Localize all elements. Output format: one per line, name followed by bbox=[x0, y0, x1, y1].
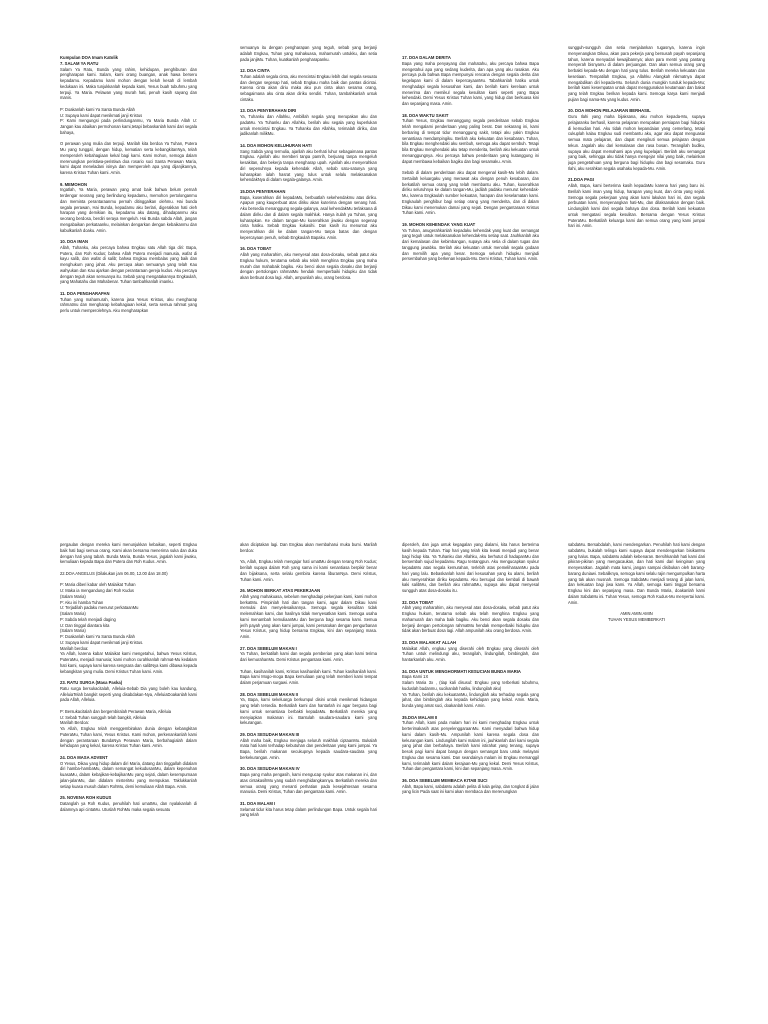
prayer-line: (Salam Maria) bbox=[60, 593, 86, 599]
prayer-paragraph: Bapa, kuserahkan diri kepadaMu, berbuatlah sekehendakmu atas diriku. Apapun yang kauperbuat atas diriku akan kuterima dengan senang hati. Aku bersedia menanggung segala-galanya, asal kehendakMu terlaksana di dalam diriku dan di dalam segala makhluk. Hanya itulah ya Tuhan, yang kuharapkan. Ke dalam tangan-Mu kuserahkan jiwaku dengan segenap cinta hatiku. Sebab Engkau kukasihi. Dan kasih itu menuntut aku menyerahkan diri ke dalam tangan-Mu tanpa batas dan dengan kepercayaan penuh, sebab Engkaulah Bapaku. Amin. bbox=[240, 194, 377, 240]
prayer-paragraph: Sebab di dalam penderitaan aku dapat mengenal kasih-Mu lebih dalam. Sertailah keluargaku yang merawat aku dengan penuh kesabaran, dan berkatilah semua orang yang telah membantu aku. Tuhan, kuserahkan diriku seluruhnya ke dalam tangan-Mu, jadilah padaku menurut kehendak-Mu, karena Engkaulah sumber kekuatan, harapan dan keselamatan kami. Engkaulah penghibur bagi setiap orang yang menderita, dan di dalam Dikau kami menemukan damai yang sejati. Dengan pengantaraan Kristus Tuhan kami. Amin. bbox=[402, 170, 539, 216]
prayer-paragraph: O perawan yang mulia dan terpuji. Marilah kita berdoa Ya Tuhan, Putera Mu yang tunggal, dengan hidup, kematian serta kebangkitanNya, telah memperoleh kebahagiaan kekal bagi kami. Kami mohon, semoga dalam merenungkan peristiwa-peristiwa doa rosario suci Santa Perawan Maria, kami dapat meneladani isinya dan memperoleh apa yang dijanjikannya, karena Kristus Tuhan kami. Amin. bbox=[60, 141, 197, 175]
prayer-heading: 34. DOA UNTUK MENGHORMATI KESUCIAN BUNDA MARIA bbox=[402, 668, 521, 674]
prayer-paragraph: Guru Ilahi yang maha bijaksana, aku mohon kepada-Mu, supaya pelajaranku berhasil, karena pelajaran merupakan persiapan bagi hidupku di kemudian hari. Aku tidak mohon kepandaian yang cemerlang, tetapi cukuplah kalau Engkau sudi membantu aku, agar aku dapat menguasai semua mata pelajaran, dan dapat mengikuti semua pelajaran dengan tekun. Jagalah aku dari kemalasan dan rasa bosan. Terangilah budiku, supaya aku dapat memahami apa yang kupelajari. Berilah aku semangat yang baik, sehingga aku tidak hanya mengejar nilai yang baik, melainkan juga pengetahuan yang berguna bagi hidupku dan bagi sesamaku. Guru Ilahi, aku serahkan segala usahaku kepada-Mu. Amin. bbox=[568, 114, 705, 171]
prayer-line: U: Maka ia mengandung dari Roh Kudus bbox=[60, 588, 134, 593]
prayer-line: P: Doakanlah kami Ya Santa Bunda Allah bbox=[60, 106, 135, 112]
prayer-paragraph: Ya, Allah, Engkau telah mengajar hati umatMu dengan terang Roh Kudus; berilah supaya dalam Roh yang sama ini kami senantiasa berpikir benar dan bijaksana, serta selalu gembira karena liburanNya. Demi Kristus, Tuhan kami. Amin. bbox=[240, 559, 377, 582]
top-column-3 bbox=[402, 55, 539, 515]
prayer-paragraph: Allah yang maharahim, aku menyesal atas dosa-dosaku, sebab patut aku Engkau hukum, terutama sebab aku telah menghina Engkau yang mahamurah dan maha baik bagiku. Aku benci akan segala dosaku dan berjanji dengan pertolongan rahmatMu hendak memperbaiki hidupku dan tidak akan berbuat dosa lagi. Allah ampunilah aku orang berdosa. Amin. bbox=[402, 605, 539, 634]
prayer-heading: 21.DOA PAGI bbox=[568, 177, 595, 183]
prayer-paragraph: Allah, Bapa, kami berterima kasih kepadaMu karena hari yang baru ini. Berilah kami iman yang hidup, harapan yang kuat, dan cinta yang sejati. Semoga segala pekerjaan yang akan kami lakukan hari ini, dan segala perbuatan kami, menyenangkan hati-Mu, dan dilaksanakan dengan baik. Lindungilah kami dari segala bahaya dan dosa. Berilah kami kekuatan untuk mengatasi segala kesulitan. Bersama dengan Yesus Kristus PuteraMu. Berkatilah keluarga kami dan semua orang yang kami jumpai hari ini. Amin. bbox=[568, 183, 705, 229]
top-column-4 bbox=[568, 45, 705, 505]
prayer-heading: 28. DOA SEBELUM MAKAN II bbox=[240, 691, 299, 697]
prayer-paragraph: Ya Allah, karena kabar Malaikat kami mengetahui, bahwa Yesus Kristus, PuteraMu, menjadi manusia; kami mohon curahkanlah rahmat-Mu kedalam hati kami, supaya kami karena sengsara dan salibNya kami dibawa kepada kebangkitan yang mulia. Demi Kristus Tuhan kami. Amin. bbox=[60, 651, 197, 674]
prayer-paragraph: 22.DOA ANGELUS (Dilakukan jam 06.00, 12.00 dan 18.00) bbox=[60, 570, 168, 576]
prayer-line: U: Dan tinggal diantara kita bbox=[60, 622, 110, 628]
prayer-paragraph: P: Kami mengungsi pada perlindunganmu, Ya Maria Bunda Allah U: Jangan kau abaikan permohonan kami,tetapi bebaskanlah kami dari segala bahaya, bbox=[60, 118, 197, 135]
prayer-heading: 25. NOVENA ROH KUDUS bbox=[60, 795, 112, 800]
prayer-paragraph: Datanglah ya Roh Kudus, penuhilah hati umatMu, dan nyalakanlah di dalamnya api cintaMu. Utuslah RohMu maka segala sesuatu bbox=[60, 800, 197, 812]
prayer-line: (Salam Maria) bbox=[60, 628, 86, 634]
prayer-heading: 36. DOA SEBELUM MEMBACA KITAB SUCI bbox=[402, 777, 488, 783]
prayer-line: Bapa Kami 1X bbox=[402, 674, 429, 680]
prayer-heading: 13. DOA PENYERAHAN DIRI bbox=[240, 108, 297, 114]
prayer-paragraph: Ya Tuhan, berkatilah kami dan segala pemberian yang akan kami terima dari kemurahanMu. Demi Kristus pengantara kami. Amin. bbox=[240, 651, 377, 662]
prayer-line: P: Doakanlah kami Ya Santa Bunda Allah bbox=[60, 634, 135, 639]
prayer-heading: 18. DOA WAKTU SAKIT bbox=[402, 112, 449, 118]
prayer-paragraph: diperoleh, dan juga untuk kegagalan yang dialami, kita harus berterima kasih kepada Tuhan. Tiap hari yang telah kita lewati menjadi yang benar bagi hidup kita. Ya Tuhanku dan Allahku, aku berhutut di hadapanMu dan bersembah sujud kepadamu. Ragu tentangpun. Aku mengucapkan syukur kepadaMu atas segala kemurahan, terlebih atas pemeliharaanMu pada hari yang lalu. Bebaskanlah kami dari kesusahan yang ku alami, berilah aku menyerahkan diriku kepadaMu. Aku bersujud dan kembali di bawah kaki salibMu, dan berilah aku rahmatMu, supaya aku dapat menyesal sungguh atas dosa-dosaku itu. bbox=[402, 542, 539, 593]
bottom-column-3 bbox=[402, 542, 539, 1002]
prayer-heading: 20. DOA MOHON PELAJARAN BERHASIL bbox=[568, 108, 651, 114]
prayer-paragraph: Ya Tuhan, berilah aku kekuatanMu, lindungilah aku terhadap segala yang jahat, dan bimbinglah aku kepada kehidupan yang kekal. Amin. Maria, bunda yang amat suci, doakanlah kami. Amin. bbox=[402, 691, 539, 708]
prayer-paragraph: Bapa yang maha pengasih, kami mengucap syukur atas makanan ini, dan atas cintakasihMu yang sudah menghidangkannya. Berkatilah mereka dan semua orang yang menanti perhatian pada kesejahteraan sesama manusia. Demi Kristus, Tuhan dan pengantara kami. Amin. bbox=[240, 772, 377, 795]
prayer-heading: 31. DOA MALAM I bbox=[240, 800, 276, 806]
top-column-2 bbox=[240, 45, 377, 505]
prayer-heading: 35.DOA MALAM II bbox=[402, 714, 438, 720]
prayer-heading: 12. DOA CINTA bbox=[240, 68, 270, 73]
top-column-1 bbox=[60, 55, 197, 515]
bottom-column-1 bbox=[60, 542, 197, 1002]
prayer-paragraph: Allah maha baik, Engkau menjaga seluruh makhluk ciptaanMu. Bukalah mata hati kami terhadap kebutuhan dan penderitaan yang kami jumpai. Ya Bapa, berilah makanan secukupnya kepada saudara-saudara yang berkekurangan. Amin. bbox=[240, 737, 377, 760]
prayer-line: (Salam Maria) bbox=[60, 611, 86, 616]
prayer-paragraph: Allah, Bapa kami, sabdaMu adalah pelita di kala gelap, dan tongkat di jalan yang licin Pada saat ini kami akan membaca dan merenungkan bbox=[402, 783, 539, 795]
prayer-line: U: Terjadilah padaku menurut perkataanMu bbox=[60, 605, 139, 611]
prayer-paragraph: semuanya itu dengan pengharapan yang teguh, sebab yang berjanji adalah Engkau, Tuhan yang mahakuasa, mahamurah untukku, dan setia pada janjiMu. Tuhan, kuatkanlah pengharapanku. bbox=[240, 45, 377, 62]
prayer-heading: 11. DOA PENGHARAPAN bbox=[60, 290, 110, 296]
prayer-paragraph: Ya Tuhan, anugerahkanlah kepadaku kehendak yang kuat dan semangat yang teguh untuk melaksanakan kehendak-Mu setiap saat. Jauhkanlah aku dari kemalasan dan kebimbangan, supaya aku setia di dalam tugas dan tanggung jawabku. Berilah aku kekuatan untuk menolak segala godaan dan memilih apa yang benar. Semoga seluruh hidupku menjadi persembahan yang berkenan kepada-Mu. Demi Kristus, Tuhan kami. Amin. bbox=[402, 227, 539, 262]
prayer-paragraph: Ingatlah, Ya Maria, perawan yang amat baik bahwa belum pernah terdengar seorang yang berlindung kepadamu, memohon pertolonganmu dan meminta perantaraanmu pernah ditinggalkan olehmu. Hai bunda segala perawan, Hai Bunda, kepadamu aku berlari, digerakkan hati oleh harapan yang demikian itu, kepadamu aku datang, dihadapanmu aku seorang berdosa, berdiri seraya mengeluh. Hai Bunda sabda Allah, jangan mengabaikan perkataanku, melainkan dengarkan dengan kebaikanmu dan kabulkanlah doaku. Amin. bbox=[60, 187, 197, 233]
prayer-paragraph: Allah yang maharahim, aku menyesal atas dosa-dosaku, sebab patut aku Engkau hukum, terutama sebab aku telah menghina Engkau yang maha murah dan mahabaik bagiku. Aku benci akan segala dosaku dan berjanji dengan pertolongan rahmatMu hendak memperbaiki hidupku dan tidak akan berbuat dosa lagi. Allah, ampunilah aku, orang berdosa. bbox=[240, 252, 377, 280]
prayer-line: U: Supaya kami dapat menikmati janji Kristus bbox=[60, 112, 143, 118]
prayer-line: Salam Maria 3x , (tiap kali disusul: Engkau yang terberkati tubuhmu, kuduslah badanmu, sucikanlah hatiku, lindungilah aku) bbox=[402, 680, 539, 691]
prayer-paragraph: Allah, Tuhanku, aku percaya bahwa Engkau satu Allah tiga diri: Bapa, Putera, dan Roh Kudus; bahwa Allah Putera menjadi manusia, wafat di kayu salib, dan wafat di salib; bahwa Engkau membalas yang baik dan menghukum yang jahat. Aku percaya akan semuanya yang telah Kau wahyukan dan Kau ajarkan dengan perantaraan gereja kudus. Aku percaya dengan teguh akan semuanya itu. Sebab yang mengatakannya Engkaulah, yang Mahatahu dan Mahabenar. Tuhan tambahkanlah imanku. bbox=[60, 244, 197, 285]
prayer-paragraph: Tuhan Yesus, Engkau menanggung segala penderitaan sebab Engkau telah mengalami penderitaan yang paling berat. Dan sekarang ini, kami berbaring di tempat tidur menanggung sakit, tetapi aku yakin Engkau senantiasa mendampingiku. Berilah aku kekuatan dan kesabaran. Tuhan, bila Engkau menghendaki aku sembuh, semoga aku dapat sembuh. Tetapi bila Engkau menghendaki aku tetap menderita, berilah aku kekuatan untuk menanggungnya. Aku percaya bahwa penderitaan yang kutanggung ini dapat membawa kebaikan bagiku dan bagi sesamaku. Amin. bbox=[402, 118, 539, 164]
prayer-paragraph: Tuhan Allah, kami pada malam hari ini kami menghadap Engkau untuk berterimakasih atas penyelenggaraanMu. Kami menyadari bahwa hidup kami dalam kasih-Mu. Ampunilah kami karena segala dosa dan kekurangan kami. Lindungilah kami malam ini, jauhkanlah dari kami segala yang jahat dan berbahaya. Berilah kami istirahat yang tenang, supaya besok pagi kami dapat bangun dengan semangat baru untuk melayani Engkau dan sesama kami. Dan seandainya malam ini Engkau memanggil kami, terimalah kami dalam kerajaan-Mu yang kekal. Demi Yesus Kristus, Tuhan dan pengantara kami, kini dan sepanjang masa. Amin. bbox=[402, 720, 539, 772]
prayer-paragraph: O Yesus, Dikau yang hidup dalam diri Maria, datang dan tinggallah didalam diri hamba-hambaMu, dalam semangat kekudusanMu, dalam kepenuhan kuasaMu, dalam kebajikan-kebajikanMu yang sejati, dalam kesempurnaan jalan-jalanMu, dan didalam misteriMu yang mempukan. Taklukkanlah setiap kuasa musuh dalam RohMu, demi kemuliaan Allah Bapa. Amin. bbox=[60, 760, 197, 789]
prayer-paragraph: Salam Ya Ratu, Bunda yang rahim, kehidupan, penghiburan dan pengharapan kami. Salam, kami orang buangan, anak hawa berseru kepadamu. Kepadamu kami mohon dengan keluh kesah di lembah kedukaan ini. Maka tunjukkanlah kepada kami, Yesus buah tubuhmu yang terpuji. Ya Maria. Pelawan yang murah hati, penuh kasih sayang dan manis. bbox=[60, 66, 197, 101]
prayer-heading: 26. MOHON BERKAT ATAS PEKERJAAN bbox=[240, 588, 321, 593]
prayer-line: U: Supaya kami dapat menikmati janji Kristus. bbox=[60, 639, 144, 645]
prayer-paragraph: Malaikat Allah, engkau yang diserahi oleh Engkau yang diserahi oleh Tuhan untuk melindungi aku, terangilah, lindungilah, bimbinglah, dan hantarkanlah aku. Amin. bbox=[402, 645, 539, 662]
prayer-heading: 10. DOA IMAN bbox=[60, 239, 88, 244]
prayer-line: P: Sabda telah menjadi daging bbox=[60, 616, 116, 622]
prayer-heading: 15.DOA PENYERAHAN bbox=[240, 188, 286, 194]
bottom-column-4 bbox=[568, 542, 705, 1002]
prayer-line: Marilah berdoa: bbox=[60, 645, 89, 651]
top-page bbox=[0, 45, 768, 515]
prayer-line: Marilah Berdoa: bbox=[60, 720, 89, 726]
prayer-line: P: Aku ini hamba Tuhan bbox=[60, 599, 104, 605]
prayer-line: U: Sebab Tuhan sungguh telah bangkit, Alleluia bbox=[60, 714, 147, 720]
prayer-heading: 30. DOA SESUDAH MAKAN IV bbox=[240, 766, 300, 772]
prayer-line: P: Bersukacitalah dan bergembiralah Perawan Maria, Alleluia bbox=[60, 708, 172, 714]
prayer-heading: 14. DOA MOHON KELUHURAN HATI bbox=[240, 142, 312, 148]
closing-line: AMIN AMIN AMIN bbox=[620, 611, 653, 616]
prayer-paragraph: sungguh-sungguh dan setia menjalankan tugasnya, karena ingin menyenangkan Dikau, akan para pekerja yang bersusah payah sepanjang tahun, karena menyadari kewajibannya; akan para mentri yang pantang menyerah bisnyamu di dalam perjuangan. Dan akan semua orang yang berbakti kepada-Mu dengan hati yang tulus. Berilah mereka kekuatan dan kesetiaan. Tempatilah Engkau, ya Allahku Alangkah nikmatnya dapat mengabdikan diri kepada-Mu. Seluruh dunia mungkin tunduk kepada-Mu; berilah kami kesempatan untuk dapat menggunakan keutamaan dan bakat yang telah Engkau berikan kepada kami. Semoga karya kami menjadi pujian bagi nama-Mu yang kudus. Amin. bbox=[568, 45, 705, 102]
prayer-paragraph: Tuhan, kasihanilah kami, Kristus kasihanilah kami. Tuhan kasihanilah kami. Bapa kami Mogo-moga Bapa kemuliaan yang telah memberi kami tempat dalam perjamuan surgawi. Amin. bbox=[240, 668, 377, 685]
prayer-heading: 17. DOA DALAM DERITA bbox=[402, 55, 451, 60]
prayer-paragraph: Sang Sabda yang termulia, ajarilah aku berhati luhur sebagaimana pantas Engkau. Ajarilah aku memberi tanpa pamrih, berjuang tanpa mengeluh kesakitan, dan bekerja tanpa mengharap upah. Ajarilah aku menyerahkan diri sepenuhnya kepada kehendak Allah, sebab satu-satunya yang kuharapkan ialah hasrat yang tulus untuk selalu melaksanakan kehendakNya di dalam segala-galanya. Amin. bbox=[240, 148, 377, 183]
prayer-heading: 23. RATU SURGA (Masa Paska) bbox=[60, 680, 123, 685]
prayer-heading: 24. DOA MASA ADVENT bbox=[60, 754, 108, 760]
prayer-paragraph: sabdaMu. Bersabdalah, kami mendengarkan. Penuhilah hati kami dengan sabdaMu, bukalah telinga kami supaya dapat mendengarkan bisikanMu yang halus. Bapa, sabdaMu adalah kebenaran. Bersihkanlah hati kami dari pikiran-pikiran yang mengacaukan, dan hati kami dari keinginan yang menyesatkan. Jagalah mata kami, jangan sampai disibukan oleh barang-barang duniawi. Sebaliknya, semoga kami selalu rajin mengumpulkan harta yang tak akan musnah. Semoga SabdaMu menjadi terang di jalan kami, dan kekuatan bagi jiwa kami. Ya Allah, semoga kami tinggal bersama Engkau kini dan sepanjang masa. Dan Bunda Maria, doakanlah kami dalam SabdaMu ini. Tuhan Yesus, semoga Roh Kudus-Mu menyertai kami. Amin. bbox=[568, 542, 705, 605]
prayer-paragraph: Ya Allah, Engkau telah menggembirakan dunia dengan kebangkitan PuteraMu, Tuhan kami, Yesus Kristus. Kami mohon, perkenankanlah kami dengan perantaraan BundaNya Perawan Maria, berbahagialah dalam kehidupan yang kekal, karena Kristus Tuhan kami. Amin. bbox=[60, 726, 197, 749]
bottom-page bbox=[0, 540, 768, 1010]
prayer-heading: Kumpulan DOA Imam Katolik bbox=[60, 55, 119, 60]
prayer-heading: 7. SALAM YA RATU bbox=[60, 60, 99, 66]
prayer-heading: 19. MOHON KEHENDAK YANG KUAT bbox=[402, 221, 476, 227]
prayer-heading: 9. MEMOHON bbox=[60, 181, 87, 187]
prayer-paragraph: Ya, Tuhanku dan Allahku, Ambillah segala yang merupakan aku dan padaMu. Ya Tuhanku dan Allahku, berilah aku segala yang kuperlukan untuk mencintai Engkau. Ya Tuhanku dan Allahku, terimalah diriku, dan jadikanlah milikMu. bbox=[240, 114, 377, 137]
prayer-paragraph: Bapa yang maha penyayang dan mahatahu, aku percaya bahwa Bapa mengetahui apa yang sedang kuderita, dan apa yang aku rasakan. Aku percaya pula bahwa Bapa mempunyai rencana dengan segala derita dan kegelapan kami di dalam kepercayaanMu. Tabahkanlah hatiku untuk menghadapi segala kesusahan kami, dan berilah kami kerelaan untuk menerima dan memikul segala kesulitan kami seperti yang Bapa kehendaki. Demi Yesus Kristus Tuhan kami, yang hidup dan berkuasa kini dan sepanjang masa. Amin. bbox=[402, 60, 539, 106]
prayer-paragraph: akan diciptakan lagi. Dan Engkau akan membaharui muka bumi. Marilah berdoa: bbox=[240, 542, 377, 553]
prayer-paragraph: pergaulan dengan mereka kami menunjukkan kebaikan, seperti Engkau baik hati bagi semua orang. Kami akan bersama menerima suka dan duka dengan hati yang tabah. Bunda Maria, Bunda Yesus, jagalah kami jiwaku, kemuliaan kepada Bapa dan Putera dan Roh Kudus. Amin. bbox=[60, 542, 197, 565]
prayer-line: P: Maria diberi kabar oleh Malaikat Tuhan bbox=[60, 582, 136, 588]
prayer-heading: 33. DOA MALAIKAT ALLAH bbox=[402, 639, 457, 645]
prayer-heading: 29. DOA SESUDAH MAKAN III bbox=[240, 731, 300, 737]
prayer-heading: 32. DOA TOBAT bbox=[402, 599, 434, 605]
prayer-paragraph: Ya, Bapa, kami sekeluarga berkumpul disini untuk menikmati hidangan yang telah tersedia. Berkatilah kami dan hantarlah ini agar berguna bagi kami untuk senantiasa berbakti kepadaMu. Berkatilah mereka yang menyiapkan makanan ini. Bantulah saudara-saudara kami yang kekurangan. bbox=[240, 697, 377, 726]
prayer-paragraph: Tuhan adalah segala cinta, aku mencintai Engkau lebih dari segala sesuatu dan dengan segenap hati, sebab Engkau maha baik dan pantas dicintai. Karena cinta akan diriu maka aku pun cinta akan sesama orang, sebagaimana aku cinta akan diriku sendiri. Tuhan, tambahkanlah untuk cintaku. bbox=[240, 73, 377, 102]
prayer-paragraph: Selamat tidur kita harus tetap dalam perlindungan Bapa. Untuk segala hari yang telah bbox=[240, 806, 377, 818]
prayer-heading: 16. DOA TOBAT bbox=[240, 246, 272, 252]
prayer-heading: 27. DOA SEBELUM MAKAN I bbox=[240, 645, 297, 651]
closing-line: TUHAN YESUS MEMBERKATI bbox=[608, 616, 665, 622]
prayer-paragraph: Allah yang mahakuasa, sebelum menghadapi pekerjaan kami, kami mohon berkatMu. Pimpinlah hati dan tangan kami, agar dalam Dikau kami memulai dan menyelesaikannya. Semoga segala kesulitan tidak melemahkan kami, dan hasilnya tidak menyesatkan kami. Semoga usaha kami menambah kemuliaanMu dan berguna bagi sesama kami. Semua jerih payah yang akan kami jumpai, kami persatukan dengan pengurbanan Yesus Kristus, yang hidup bersama Engkau, kini dan sepanjang masa. Amin. bbox=[240, 593, 377, 639]
prayer-paragraph: Tuhan yang mahamurah, karena jasa Yesus Kristus, aku mengharap rahmatmu dan mengharap kebahagiaan kekal, serta semua rahmat yang perlu untuk memperolehnya. Aku mengharapkan bbox=[60, 296, 197, 313]
bottom-column-2 bbox=[240, 542, 377, 1002]
prayer-paragraph: Ratu surga bersukacitalah, Alleluia-Sebab Dia yang boleh kau kandung, AlleluiaTelah bangkit seperti yang disabdakan-Nya, AlleluiaDoakanlah kami pada Allah, Alleluia. bbox=[60, 685, 197, 703]
